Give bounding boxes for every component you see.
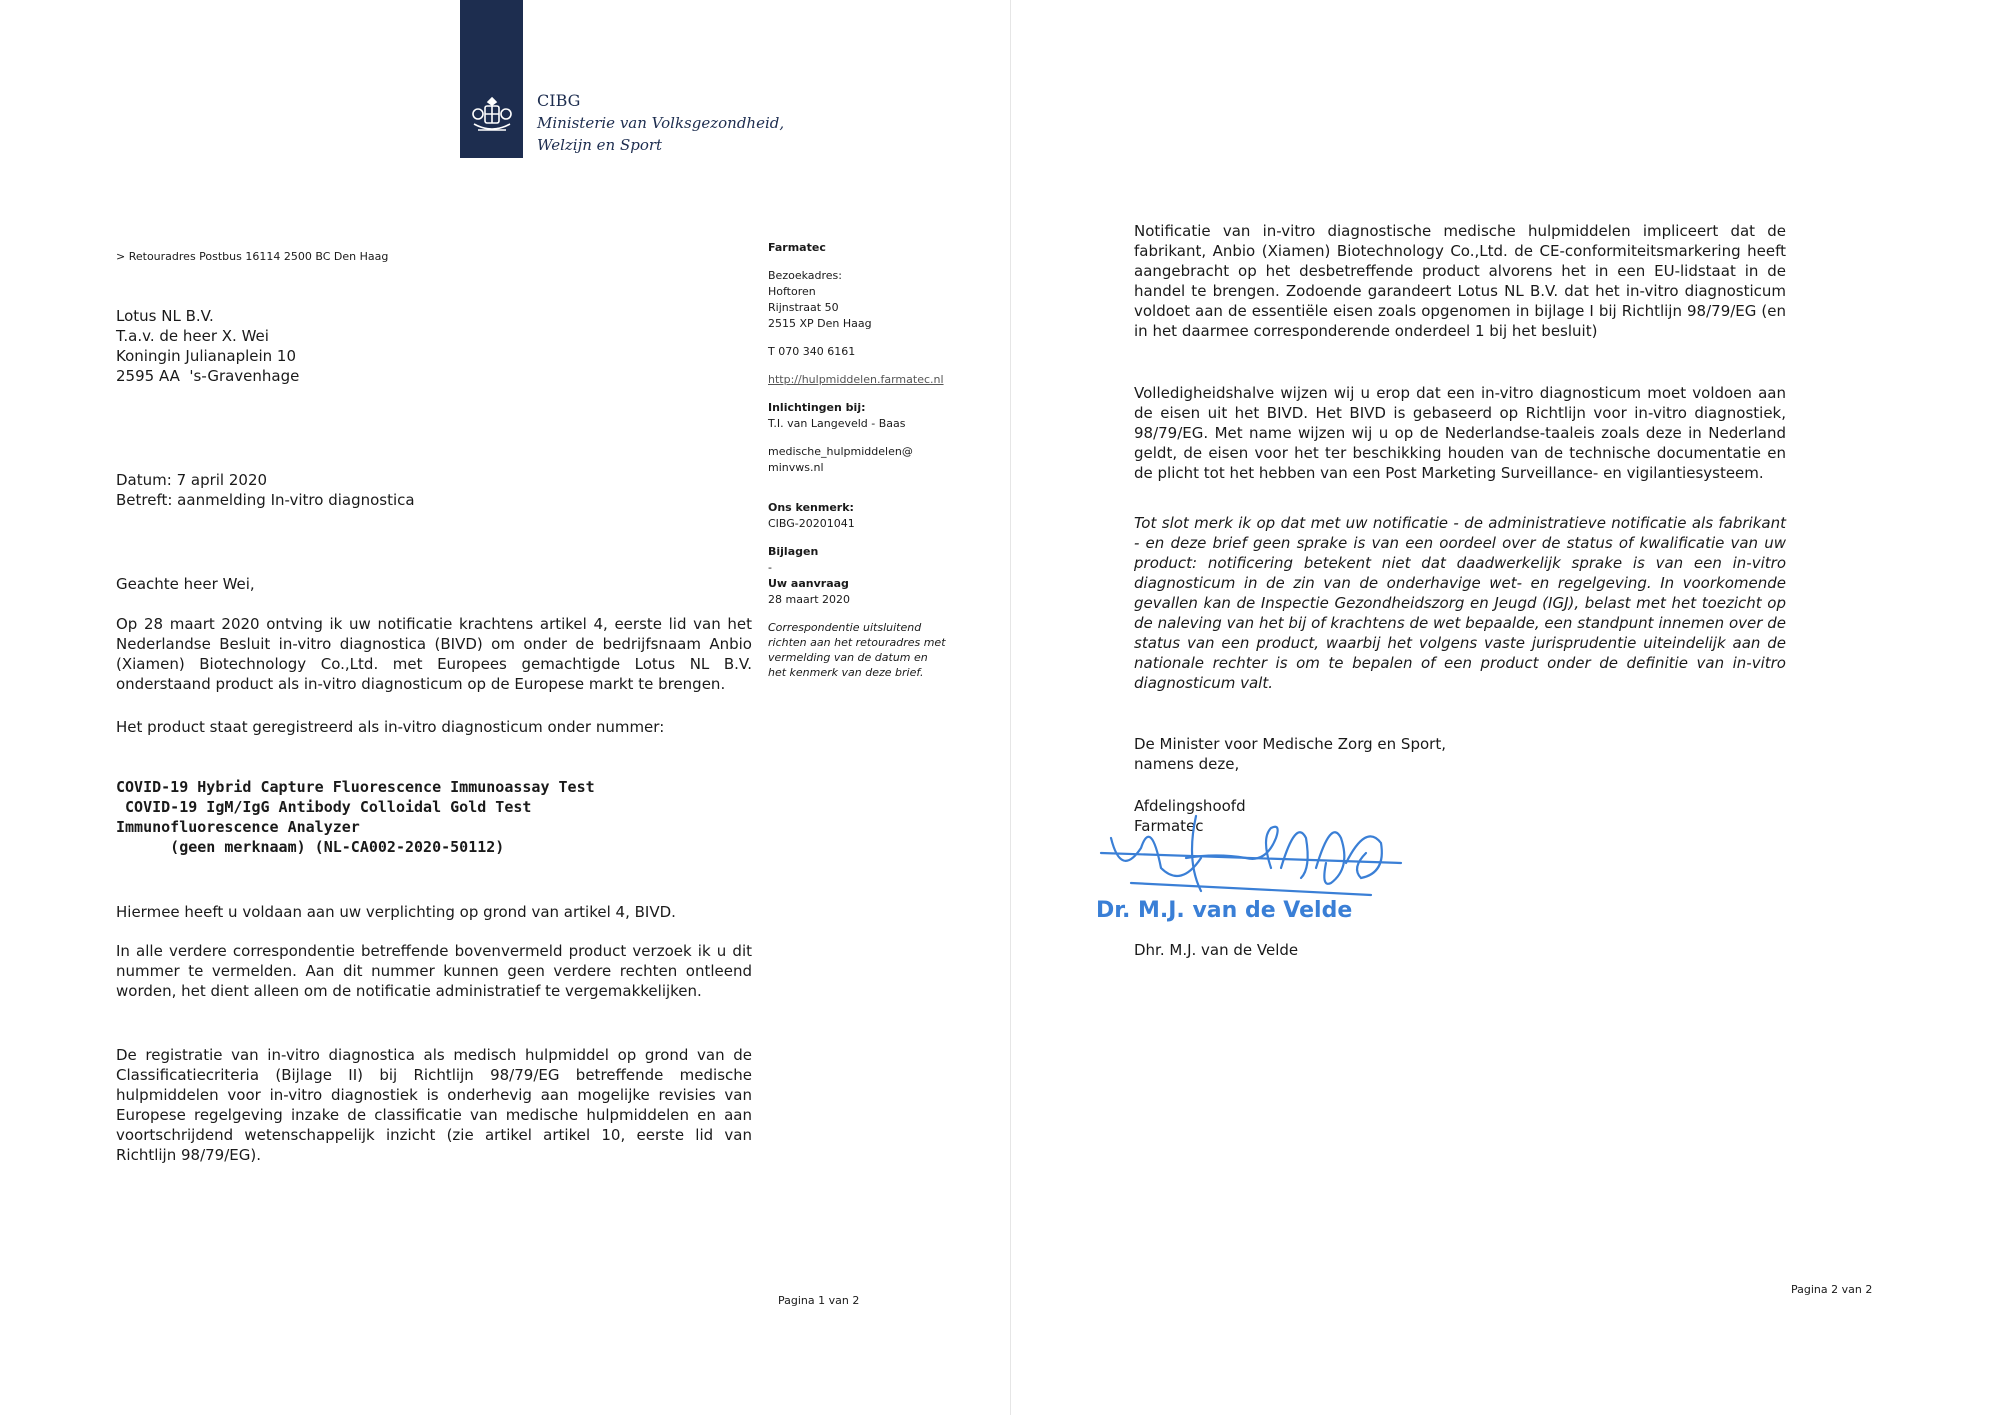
visit-address-line: Hoftoren [768,285,816,298]
body-paragraph: Het product staat geregistreerd als in-vitro diagnosticum onder nummer: [116,718,665,736]
visit-address-line: 2515 XP Den Haag [768,317,872,330]
visit-address-line: Rijnstraat 50 [768,301,839,314]
correspondence-note: het kenmerk van deze brief. [768,666,924,679]
info-heading: Inlichtingen bij: [768,401,866,414]
body-paragraph: Op 28 maart 2020 ontving ik uw notificatie krachtens artikel 4, eerste lid van het Nederlandse Besluit in-vitro diagnostica (BIVD) om onder de bedrijfsnaam Anbio (Xiamen) Biotechnology Co.,Ltd. met Europees gemachtigde Lotus NL B.V. onderstaand product als in-vitro diagnosticum op de Europese markt te brengen. [116,615,752,693]
body-paragraph: In alle verdere correspondentie betreffende bovenvermeld product verzoek ik u dit nummer te vermelden. Aan dit nummer kunnen geen verdere rechten ontleend worden, het dient alleen om de notificatie administratief te vergemakkelijken. [116,942,752,1000]
ministry-name-line2: Welzijn en Sport [537,136,663,154]
ministry-wordmark [537,90,784,156]
closing-block [1134,734,1446,774]
return-address: > Retouradres Postbus 16114 2500 BC Den Haag [116,250,389,263]
website-link[interactable]: http://hulpmiddelen.farmatec.nl [768,373,944,386]
signatory-title-line: Afdelingshoofd [1134,797,1246,815]
correspondence-note: richten aan het retouradres met [768,636,946,649]
closing-line: namens deze, [1134,755,1240,773]
contact-email: minvws.nl [768,461,824,474]
phone-number: T 070 340 6161 [768,345,856,358]
closing-line: De Minister voor Medische Zorg en Sport, [1134,735,1446,753]
ministry-logo-bar [460,0,523,158]
contact-email: medische_hulpmiddelen@ [768,445,913,458]
sender-sidebar [768,240,968,680]
attachments-value: - [768,561,772,574]
request-heading: Uw aanvraag [768,577,849,590]
body-paragraph: Hiermee heeft u voldaan aan uw verplichting op grond van artikel 4, BIVD. [116,903,676,921]
attachments-heading: Bijlagen [768,545,819,558]
ministry-name-line1: Ministerie van Volksgezondheid, [537,114,785,132]
registration-number: (geen merknaam) (NL-CA002-2020-50112) [116,838,505,856]
product-line: COVID-19 IgM/IgG Antibody Colloidal Gold Test [116,798,532,816]
product-line: Immunofluorescence Analyzer [116,818,360,836]
coat-of-arms-icon [468,92,516,140]
letter-date: Datum: 7 april 2020 [116,471,268,489]
body-paragraph: Volledigheidshalve wijzen wij u erop dat een in-vitro diagnosticum moet voldoen aan de eisen uit het BIVD. Het BIVD is gebaseerd op Richtlijn voor in-vitro diagnostiek, 98/79/EG. Met name wijzen wij u op de Nederlandse-taaleis zoals deze in Nederland geldt, de eisen voor het ter beschikking houden van de technische documentatie en de plicht tot het hebben van een Post Marketing Surveillance- en vigilantiesysteem. [1134,384,1786,482]
recipient-line: 2595 AA 's-Gravenhage [116,367,300,385]
letter-page-2 [1010,0,1996,1415]
page-number: Pagina 1 van 2 [778,1294,860,1307]
product-list [116,777,595,857]
contact-person: T.I. van Langeveld - Baas [768,417,906,430]
recipient-line: Koningin Julianaplein 10 [116,347,297,365]
recipient-line: Lotus NL B.V. [116,307,214,325]
correspondence-note: vermelding van de datum en [768,651,928,664]
signatory-title-line: Farmatec [1134,817,1204,835]
handwritten-signature [1091,808,1431,908]
salutation: Geachte heer Wei, [116,575,255,593]
visit-address-label: Bezoekadres: [768,269,842,282]
body-paragraph: De registratie van in-vitro diagnostica als medisch hulpmiddel op grond van de Classificatiecriteria (Bijlage II) bij Richtlijn 98/79/EG betreffende medische hulpmiddelen voor in-vitro diagnostiek is onderhevig aan mogelijke revisies van Europese regelgeving inzake de classificatie van medische hulpmiddelen en aan voortschrijdend wetenschappelijk inzicht (zie artikel artikel 10, eerste lid van Richtlijn 98/79/EG). [116,1046,752,1164]
reference-number: CIBG-20201041 [768,517,855,530]
recipient-line: T.a.v. de heer X. Wei [116,327,269,345]
correspondence-note: Correspondentie uitsluitend [768,621,922,634]
reference-heading: Ons kenmerk: [768,501,854,514]
signatory-name: Dhr. M.J. van de Velde [1134,941,1299,959]
request-date: 28 maart 2020 [768,593,851,606]
body-paragraph: Notificatie van in-vitro diagnostische medische hulpmiddelen impliceert dat de fabrikant, Anbio (Xiamen) Biotechnology Co.,Ltd. de CE-conformiteitsmarkering heeft aangebracht op het desbetreffende product alvorens het in een EU-lidstaat in de handel te brengen. Zodoende garandeert Lotus NL B.V. dat het in-vitro diagnosticum voldoet aan de essentiële eisen zoals opgenomen in bijlage I bij Richtlijn 98/79/EG (en in het daarmee corresponderende onderdeel 1 bij het besluit) [1134,222,1786,340]
page-number: Pagina 2 van 2 [1791,1283,1873,1296]
body-paragraph: Tot slot merk ik op dat met uw notificatie - de administratieve notificatie als fabrikant - en deze brief geen sprake is van een oordeel over de status of kwalificatie van uw product: notificering betekent niet dat daadwerkelijk sprake is van een in-vitro diagnosticum in de zin van de onderhavige wet- en regelgeving. In voorkomende gevallen kan de Inspectie Gezondheidszorg en Jeugd (IGJ), belast met het toezicht op de naleving van het bij of krachtens de wet bepaalde, een standpunt innemen over de status van een product, waarbij het volgens vaste jurisprudentie uiteindelijk aan de nationale rechter is om te bepalen of een product onder de definitie van in-vitro diagnosticum valt. [1134,514,1786,692]
product-line: COVID-19 Hybrid Capture Fluorescence Immunoassay Test [116,778,595,796]
org-name: CIBG [537,91,581,110]
date-subject-block [116,470,415,510]
recipient-address [116,306,299,386]
signature-stamp: Dr. M.J. van de Velde [1096,898,1353,923]
sidebar-org-heading: Farmatec [768,241,826,254]
letter-subject: Betreft: aanmelding In-vitro diagnostica [116,491,415,509]
